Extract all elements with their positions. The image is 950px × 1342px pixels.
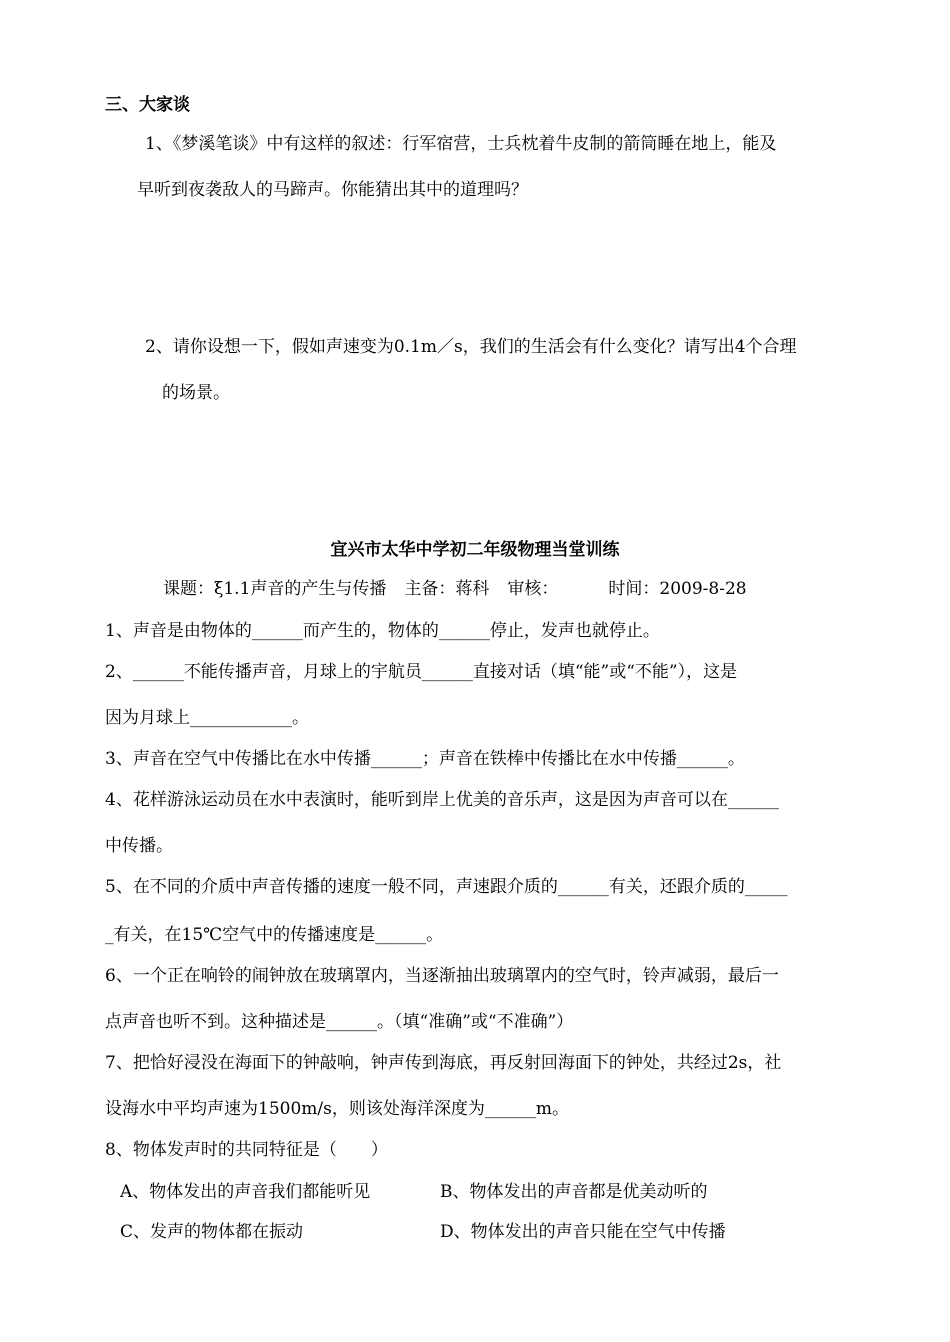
question-2-line1: 2、______不能传播声音，月球上的宇航员______直接对话（填“能”或“不能”），这是 bbox=[105, 662, 738, 682]
question-8: 8、物体发声时的共同特征是（ ） bbox=[105, 1140, 388, 1160]
option-a: A、物体发出的声音我们都能听见 bbox=[120, 1182, 371, 1202]
question-7-line2: 设海水中平均声速为1500m/s，则该处海洋深度为______m。 bbox=[105, 1099, 569, 1119]
question-4-line2: 中传播。 bbox=[105, 836, 173, 856]
meta-topic: 课题：ξ1.1声音的产生与传播 bbox=[163, 579, 387, 599]
lesson-meta bbox=[163, 577, 747, 601]
page-title: 宜兴市太华中学初二年级物理当堂训练 bbox=[330, 540, 620, 560]
discussion-q2-line1: 2、请你设想一下，假如声速变为0.1m／s，我们的生活会有什么变化？请写出4个合理 bbox=[145, 337, 797, 357]
question-3: 3、声音在空气中传播比在水中传播______；声音在铁棒中传播比在水中传播______。 bbox=[105, 749, 745, 769]
meta-reviewer: 审核： bbox=[507, 579, 559, 599]
discussion-q1-line1: 1、《梦溪笔谈》中有这样的叙述：行军宿营，士兵枕着牛皮制的箭筒睡在地上，能及 bbox=[145, 134, 777, 154]
question-6-line2: 点声音也听不到。这种描述是______。（填“准确”或“不准确”） bbox=[105, 1012, 574, 1032]
question-6-line1: 6、一个正在响铃的闹钟放在玻璃罩内，当逐渐抽出玻璃罩内的空气时，铃声减弱，最后一 bbox=[105, 966, 779, 986]
discussion-q1-line2: 早听到夜袭敌人的马蹄声。你能猜出其中的道理吗？ bbox=[137, 180, 528, 200]
meta-author: 主备：蒋科 bbox=[404, 579, 490, 599]
question-4-line1: 4、花样游泳运动员在水中表演时，能听到岸上优美的音乐声，这是因为声音可以在______ bbox=[105, 790, 779, 810]
question-5-line1: 5、在不同的介质中声音传播的速度一般不同，声速跟介质的______有关，还跟介质的_____ bbox=[105, 877, 788, 897]
option-d: D、物体发出的声音只能在空气中传播 bbox=[440, 1222, 726, 1242]
option-b: B、物体发出的声音都是优美动听的 bbox=[440, 1182, 708, 1202]
option-c: C、发声的物体都在振动 bbox=[120, 1222, 304, 1242]
meta-date: 时间：2009-8-28 bbox=[608, 579, 747, 599]
question-1: 1、声音是由物体的______而产生的，物体的______停止，发声也就停止。 bbox=[105, 621, 660, 641]
question-2-line2: 因为月球上____________。 bbox=[105, 708, 309, 728]
section-heading: 三、大家谈 bbox=[105, 95, 190, 115]
question-7-line1: 7、把恰好浸没在海面下的钟敲响，钟声传到海底，再反射回海面下的钟处，共经过2s，社 bbox=[105, 1053, 782, 1073]
discussion-q2-line2: 的场景。 bbox=[162, 383, 230, 403]
question-5-line2: _有关，在15℃空气中的传播速度是______。 bbox=[105, 925, 444, 945]
